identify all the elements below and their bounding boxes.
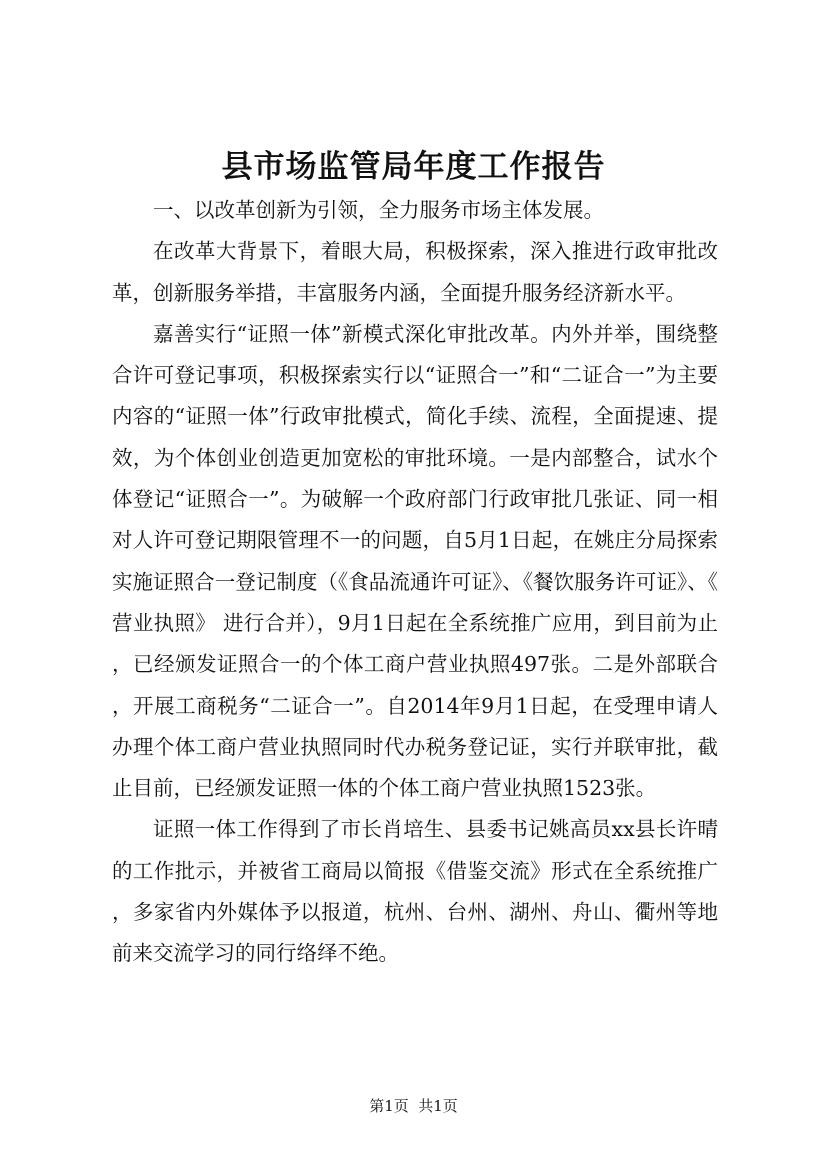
document-title: 县市场监管局年度工作报告	[221, 149, 606, 185]
paragraph: 嘉善实行“证照一体”新模式深化审批改革。内外并举，围绕整合许可登记事项，积极探索实行以“证照合一”和“二证合一”为主要内容的“证照一体”行政审批模式，简化手续、流程，全面提速、提效，为个体创业创造更加宽松的审批环境。一是内部整合，试水个体登记“证照合一”。为破解一个政府部门行政审批几张证、同一相对人许可登记期限管理不一的问题，自5月1日起，在姚庄分局探索实施证照合一登记制度（《食品流通许可证》、《餐饮服务许可证》、《营业执照》 进行合并），9月1日起在全系统推广应用，到目前为止，已经颁发证照合一的个体工商户营业执照497张。二是外部联合，开展工商税务“二证合一”。自2014年9月1日起，在受理申请人办理个体工商户营业执照同时代办税务登记证，实行并联审批，截止目前，已经颁发证照一体的个体工商户营业执照1523张。	[112, 321, 718, 801]
paragraph: 在改革大背景下，着眼大局，积极探索，深入推进行政审批改革，创新服务举措，丰富服务内涵，全面提升服务经济新水平。	[112, 239, 718, 305]
page-footer	[0, 1096, 827, 1116]
paragraph: 证照一体工作得到了市长肖培生、县委书记姚高员xx县长许晴的工作批示，并被省工商局以简报《借鉴交流》形式在全系统推广，多家省内外媒体予以报道，杭州、台州、湖州、舟山、衢州等地前来交流学习的同行络绎不绝。	[112, 817, 718, 966]
document-body	[112, 190, 718, 975]
section-heading: 一、以改革创新为引领，全力服务市场主体发展。	[153, 198, 604, 222]
page-number: 第1页 共1页	[369, 1097, 458, 1115]
